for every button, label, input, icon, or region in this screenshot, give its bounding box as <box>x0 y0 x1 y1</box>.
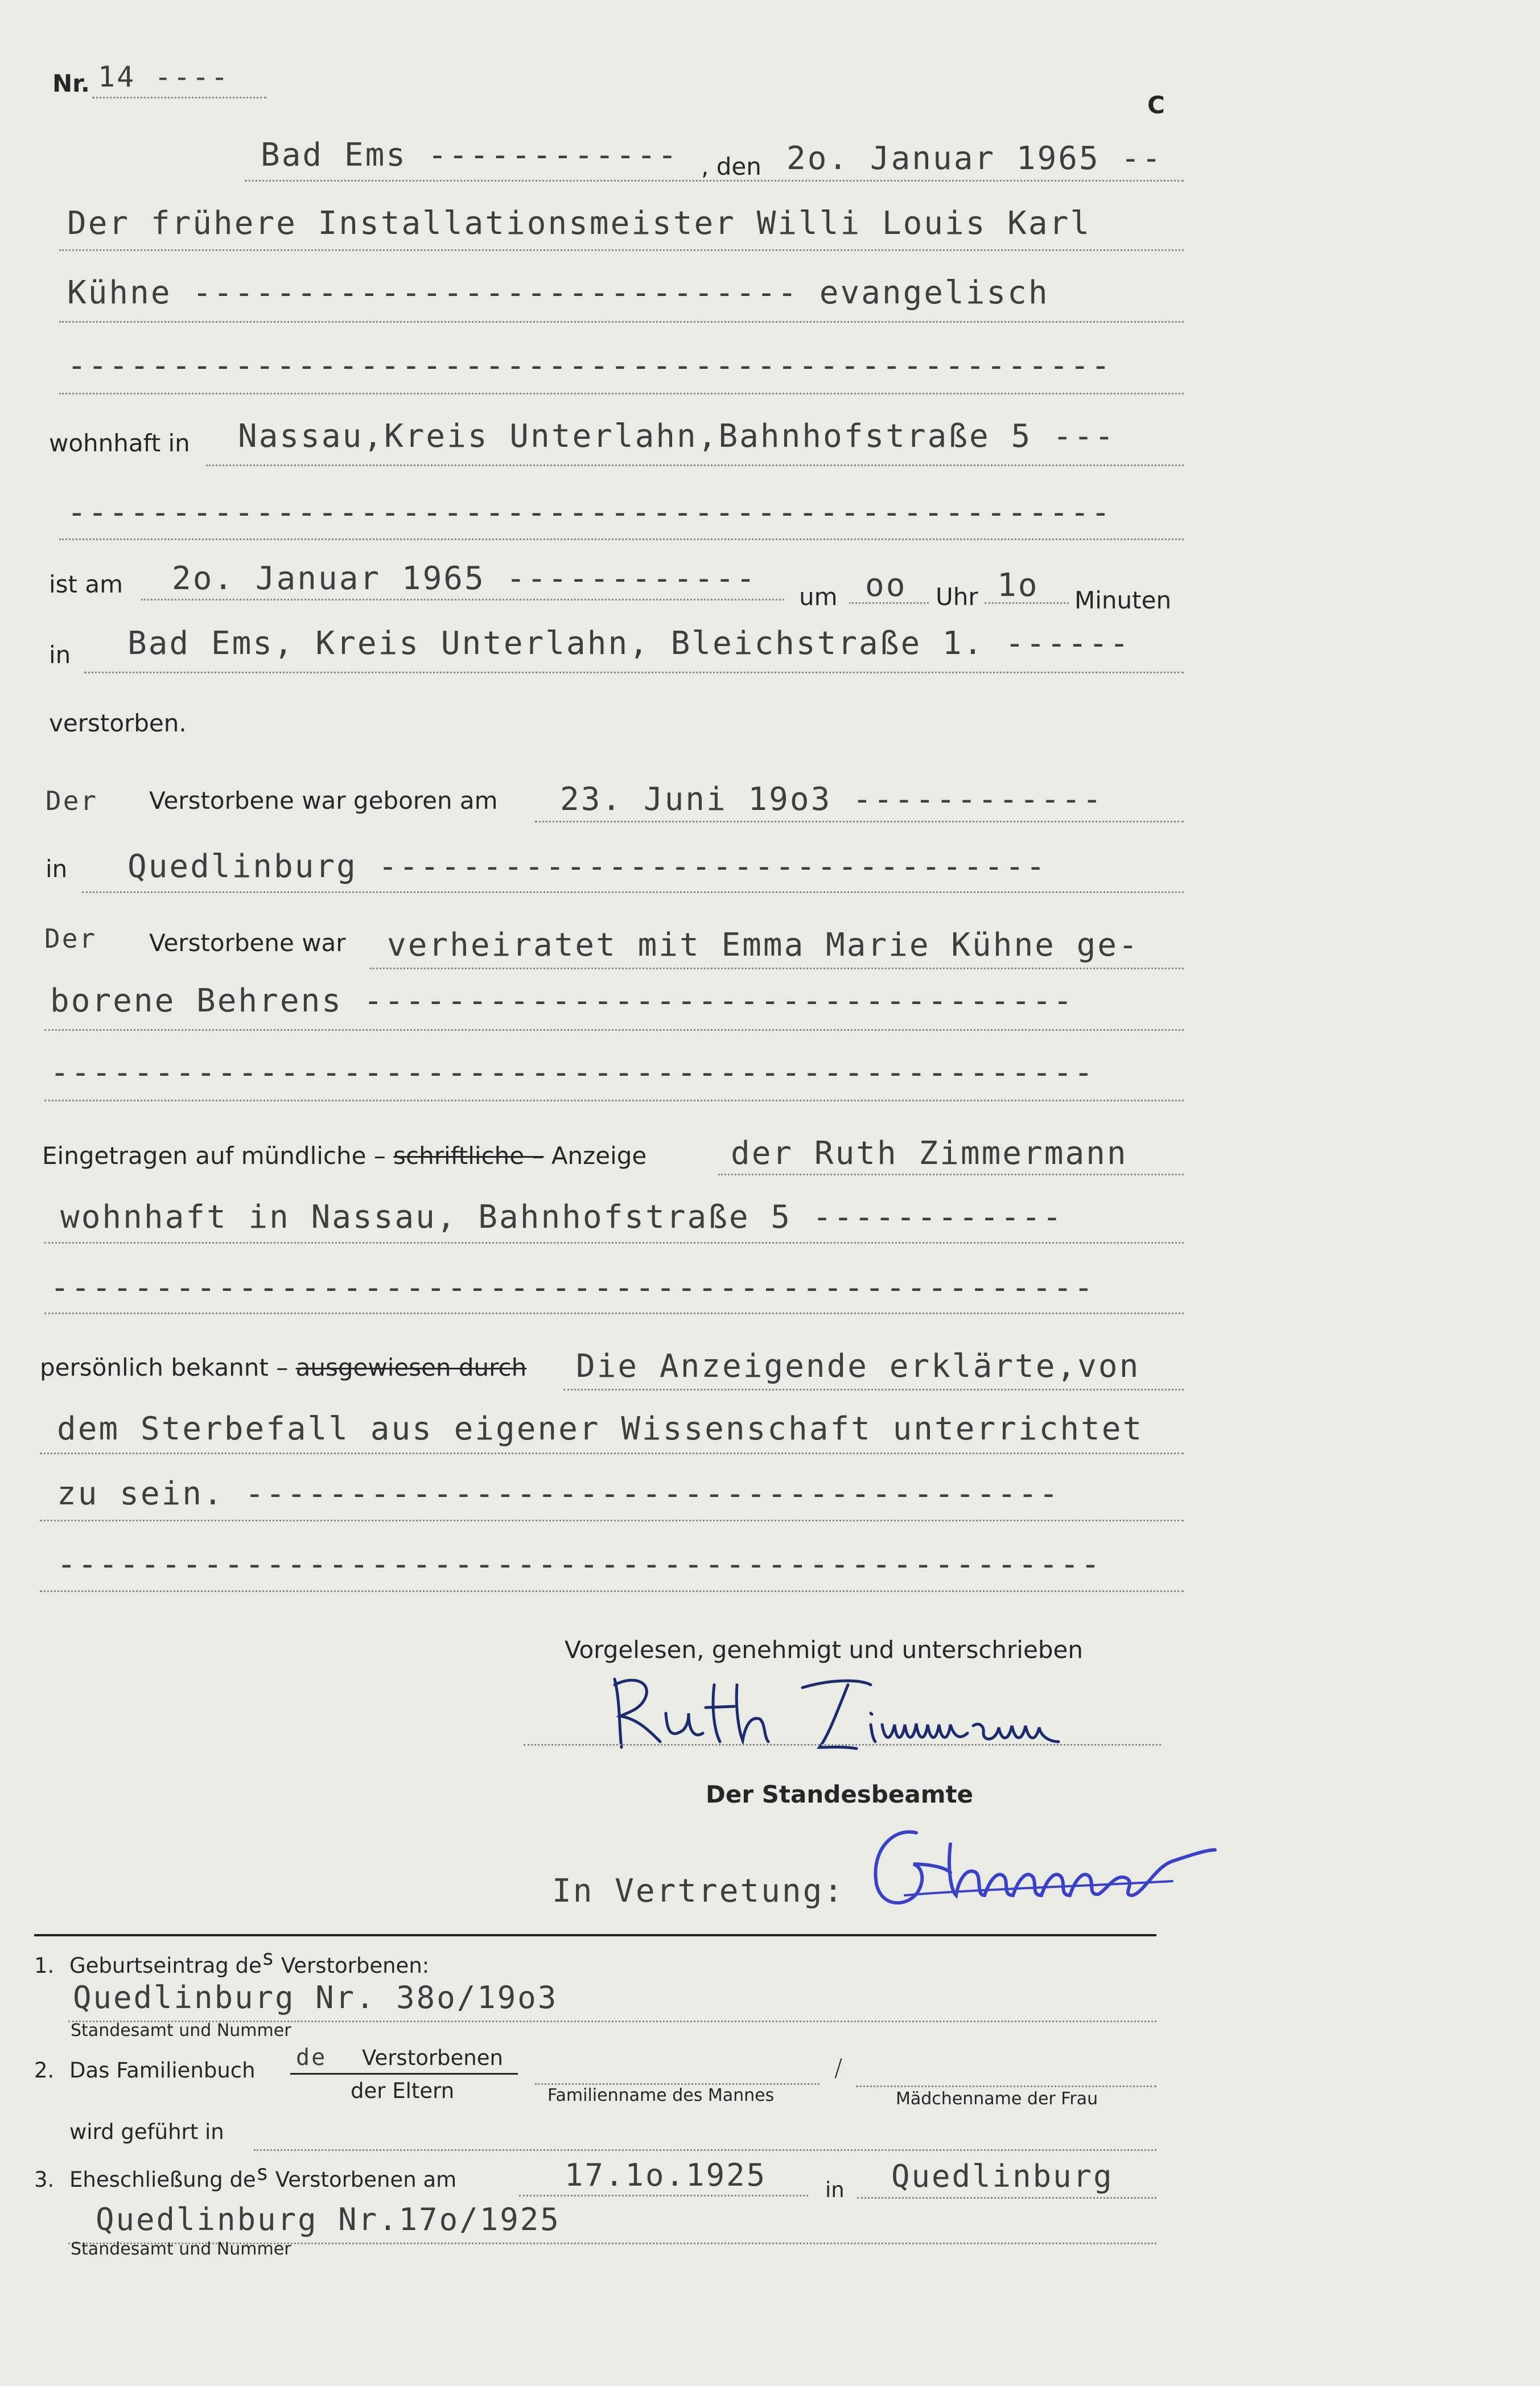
note-2-man-caption: Familienname des Mannes <box>547 2085 775 2105</box>
birth-place: Quedlinburg -------------------------------- <box>127 848 1047 885</box>
registrar-signature-text <box>865 1821 867 1822</box>
statement-underline-2 <box>40 1453 1184 1454</box>
informant-signature-line <box>524 1744 1161 1746</box>
informant-underline <box>718 1174 1184 1175</box>
entry-number: 14 ---- <box>98 60 230 93</box>
minuten-label: Minuten <box>1074 586 1172 614</box>
birth-place-underline <box>82 891 1184 893</box>
residence-value: Nassau,Kreis Unterlahn,Bahnhofstraße 5 --- <box>238 418 1116 455</box>
birth-label: Verstorbene war geboren am <box>149 787 498 814</box>
birth-place-label: in <box>46 855 68 883</box>
birth-der-typed: Der <box>46 785 98 816</box>
statement-underline-4 <box>40 1590 1184 1592</box>
note-2-slash: / <box>834 2054 843 2081</box>
note-1-value: Quedlinburg Nr. 38o/19o3 <box>73 1980 558 2015</box>
entry-number-line <box>92 97 266 98</box>
statement-line-3: zu sein. --------------------------------------- <box>57 1475 1060 1512</box>
note-2-label: Das Familienbuch <box>69 2058 256 2083</box>
residence-continuation: -------------------------------------------------- <box>67 494 1112 531</box>
known-label <box>40 1354 526 1381</box>
verstorben-label: verstorben. <box>49 709 187 737</box>
death-minutes: 1o <box>997 567 1039 604</box>
statement-underline-1 <box>563 1389 1184 1391</box>
note-1-s: s <box>261 1945 275 1970</box>
note-2-wird-line <box>254 2149 1156 2151</box>
statement-line-4: -------------------------------------------------- <box>57 1546 1102 1583</box>
registrar-title: Der Standesbeamte <box>706 1780 974 1808</box>
marriage-line-2: borene Behrens ---------------------------------- <box>50 982 1074 1019</box>
marriage-underline-1 <box>370 968 1184 969</box>
statement-underline-3 <box>40 1520 1184 1521</box>
deceased-line-2: Kühne ----------------------------- evangelisch <box>67 274 1049 311</box>
marriage-underline-3 <box>44 1100 1184 1101</box>
residence-underline-2 <box>59 538 1184 540</box>
note-3-place: Quedlinburg <box>891 2158 1114 2194</box>
residence-underline <box>206 464 1184 466</box>
registration-label-anzeige: Anzeige <box>551 1142 647 1170</box>
note-3-label-a: Eheschließung de <box>69 2167 256 2192</box>
registration-label-oral: Eingetragen auf mündliche – <box>42 1142 386 1170</box>
note-3-place-line <box>857 2197 1156 2199</box>
note-1-label-a: Geburtseintrag de <box>69 1953 262 1978</box>
note-3-value: Quedlinburg Nr.17o/1925 <box>96 2202 561 2237</box>
section-divider <box>34 1934 1156 1936</box>
note-3-s: s <box>256 2161 269 2185</box>
residence-label: wohnhaft in <box>49 429 190 457</box>
marriage-line-3: -------------------------------------------------- <box>50 1054 1095 1091</box>
note-2-eltern: der Eltern <box>351 2079 455 2103</box>
informant-line-3: -------------------------------------------------- <box>50 1269 1095 1306</box>
birth-date-underline <box>535 821 1184 822</box>
note-2-number: 2. <box>34 2058 55 2083</box>
informant-signature <box>603 1662 1070 1762</box>
marriage-line-1: verheiratet mit Emma Marie Kühne ge- <box>387 927 1139 964</box>
death-place: Bad Ems, Kreis Unterlahn, Bleichstraße 1. ------ <box>127 625 1131 662</box>
known-label-struck: ausgewiesen durch <box>295 1354 527 1381</box>
note-1-label-b: Verstorbenen: <box>281 1953 430 1978</box>
note-2-woman-caption: Mädchenname der Frau <box>896 2089 1098 2109</box>
note-3-sub: Standesamt und Nummer <box>71 2239 291 2259</box>
informant-address: wohnhaft in Nassau, Bahnhofstraße 5 ------------ <box>60 1199 1064 1236</box>
deceased-underline-1 <box>59 249 1184 251</box>
informant-signature-text <box>615 1673 619 1674</box>
registrar-signature <box>854 1810 1218 1927</box>
statement-line-1: Die Anzeigende erklärte,von <box>576 1348 1140 1385</box>
approval-text: Vorgelesen, genehmigt und unterschrieben <box>565 1636 1083 1664</box>
corner-letter: C <box>1147 91 1165 119</box>
note-3-date: 17.1o.1925 <box>565 2157 767 2193</box>
note-3-label <box>69 2161 457 2192</box>
note-1-sub: Standesamt und Nummer <box>71 2021 291 2041</box>
deceased-line-3: -------------------------------------------------- <box>67 347 1112 384</box>
known-label-personal: persönlich bekannt – <box>40 1354 289 1381</box>
birth-date: 23. Juni 19o3 ------------ <box>560 781 1103 818</box>
nr-label: Nr. <box>52 69 90 97</box>
note-3-label-b: Verstorbenen am <box>275 2167 457 2192</box>
note-2-verstorbenen: Verstorbenen <box>362 2046 503 2070</box>
um-label: um <box>799 583 838 611</box>
death-date-underline <box>141 599 784 600</box>
note-3-in: in <box>825 2178 845 2202</box>
death-place-label: in <box>49 641 71 669</box>
informant-name: der Ruth Zimmermann <box>731 1135 1128 1172</box>
note-2-de: de <box>296 2044 327 2071</box>
note-3-date-line <box>519 2195 808 2196</box>
death-date: 2o. Januar 1965 ------------ <box>172 560 757 597</box>
note-2-woman-line <box>856 2085 1156 2087</box>
informant-underline-3 <box>44 1313 1184 1314</box>
deputy-label: In Vertretung: <box>552 1873 845 1910</box>
deceased-line-1: Der frühere Installationsmeister Willi Louis Karl <box>67 205 1092 242</box>
minutes-underline <box>985 602 1069 604</box>
deceased-underline-3 <box>59 393 1184 394</box>
uhr-label: Uhr <box>936 583 978 611</box>
marriage-der-typed: Der <box>44 923 97 954</box>
note-3-number: 3. <box>34 2167 55 2192</box>
registration-label <box>42 1142 647 1170</box>
death-hour: oo <box>865 567 907 604</box>
statement-line-2: dem Sterbefall aus eigener Wissenschaft unterrichtet <box>57 1410 1144 1447</box>
registration-label-struck: schriftliche – <box>393 1142 544 1170</box>
death-place-underline <box>84 672 1184 673</box>
note-2-wird: wird geführt in <box>69 2120 224 2144</box>
registration-date: 2o. Januar 1965 -- <box>787 140 1163 177</box>
informant-address-underline <box>44 1242 1184 1244</box>
den-label: , den <box>701 153 761 180</box>
registration-place: Bad Ems ------------ <box>261 137 679 174</box>
note-1-number: 1. <box>34 1953 55 1978</box>
marriage-label: Verstorbene war <box>149 929 346 957</box>
note-2-man-line <box>535 2083 820 2085</box>
death-date-label: ist am <box>49 570 123 598</box>
hour-underline <box>849 602 929 604</box>
marriage-underline-2 <box>44 1029 1184 1031</box>
deceased-underline-2 <box>59 321 1184 323</box>
note-1-label <box>69 1945 430 1978</box>
note-2-fraction-line <box>290 2073 518 2075</box>
header-line <box>245 180 1184 182</box>
